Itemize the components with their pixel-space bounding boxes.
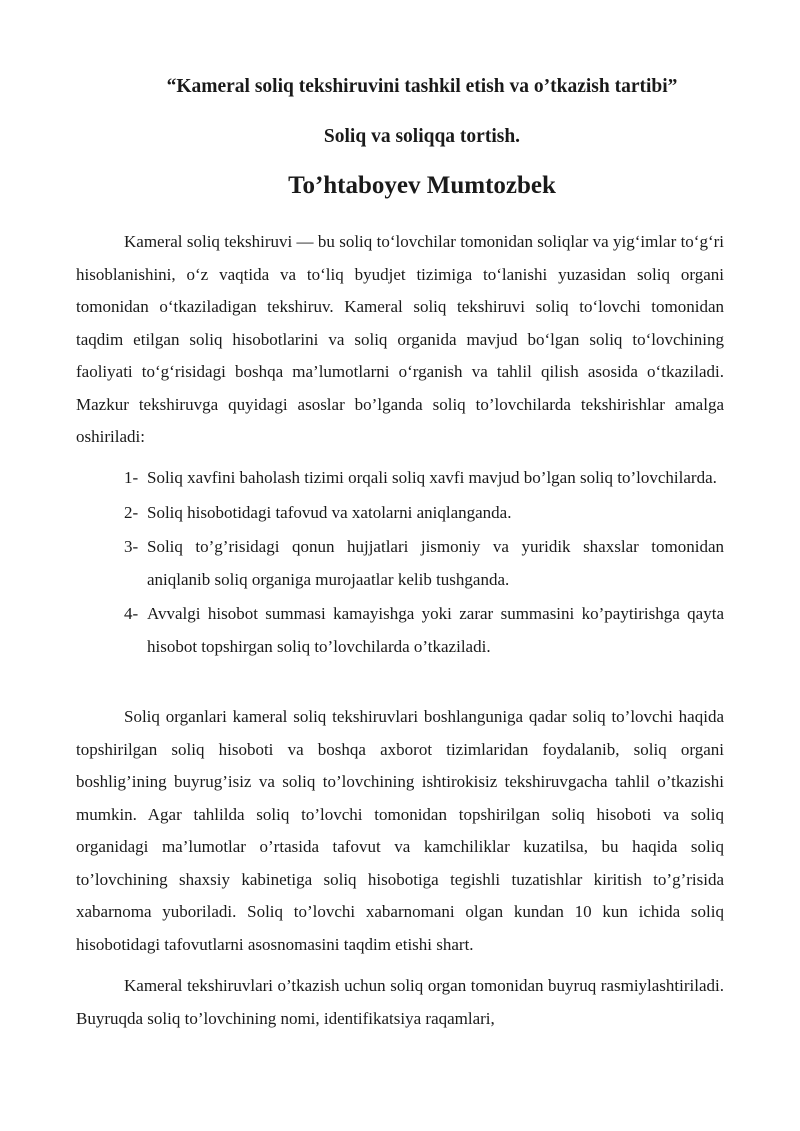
grounds-list: [124, 462, 724, 665]
list-item-number: 2-: [124, 502, 139, 522]
document-subtitle: Soliq va soliqqa tortish.: [323, 126, 521, 147]
list-item: [124, 497, 724, 530]
author-name: To’htaboyev Mumtozbek: [288, 172, 556, 199]
list-item: [124, 598, 724, 663]
list-item: [124, 531, 724, 596]
list-item-number: 3-: [124, 537, 139, 556]
list-item-number: 1-: [124, 468, 139, 487]
paragraph-intro: Kameral soliq tekshiruvi — bu soliq to‘lovchilar tomonidan soliqlar va yig‘imlar to‘g‘ri hisoblanishini, o‘z vaqtida va to‘liq byudjet tizimiga to‘lanishi yuzasidan soliq organi tomonidan o‘tkaziladigan tekshiruv. Kameral soliq tekshiruvi soliq to‘lovchi tomonidan taqdim etilgan soliq hisobotlarini va soliq organida mavjud bo‘lgan soliq to‘lovchining faoliyati to‘g‘risidagi boshqa ma’lumotlarni o‘rganish va tahlil qilish asosida o‘tkaziladi. Mazkur tekshiruvga quyidagi asoslar bo’lganda soliq to’lovchilarda tekshirishlar amalga oshiriladi:: [76, 232, 724, 446]
list-item: [124, 462, 724, 495]
paragraph-analysis: Soliq organlari kameral soliq tekshiruvlari boshlanguniga qadar soliq to’lovchi haqida topshirilgan soliq hisoboti va boshqa axborot tizimlaridan foydalanib, soliq organi boshlig’ining buyrug’isiz va soliq to’lovchining ishtirokisiz tekshiruvgacha tahlil o’tkazishi mumkin. Agar tahlilda soliq to’lovchi tomonidan topshirilgan soliq hisoboti va soliq organidagi ma’lumotlar o’rtasida tafovut va kamchiliklar kuzatilsa, bu haqida soliq to’lovchining shaxsiy kabinetiga soliq hisobotiga tegishli tuzatishlar kiritish to’g’risida xabarnoma yuboriladi. Soliq to’lovchi xabarnomani olgan kundan 10 kun ichida soliq hisobotidagi tafovutlarni asosnomasini taqdim etishi shart.: [76, 707, 724, 954]
paragraph-order: Kameral tekshiruvlari o’tkazish uchun soliq organ tomonidan buyruq rasmiylashtiriladi. Buyruqda soliq to’lovchining nomi, identifikatsiya raqamlari,: [76, 976, 724, 1028]
list-item-text: Soliq xavfini baholash tizimi orqali soliq xavfi mavjud bo’lgan soliq to’lovchilarda.: [147, 468, 717, 487]
list-item-number: 4-: [124, 604, 139, 623]
list-item-text: Soliq hisobotidagi tafovud va xatolarni aniqlanganda.: [147, 502, 512, 522]
list-item-text: Avvalgi hisobot summasi kamayishga yoki zarar summasini ko’paytirishga qayta hisobot topshirgan soliq to’lovchilarda o’tkaziladi.: [147, 604, 724, 656]
document-title: “Kameral soliq tekshiruvini tashkil etish va o’tkazish tartibi”: [166, 76, 678, 97]
list-item-text: Soliq to’g’risidagi qonun hujjatlari jismoniy va yuridik shaxslar tomonidan aniqlanib soliq organiga murojaatlar kelib tushganda.: [147, 537, 724, 589]
